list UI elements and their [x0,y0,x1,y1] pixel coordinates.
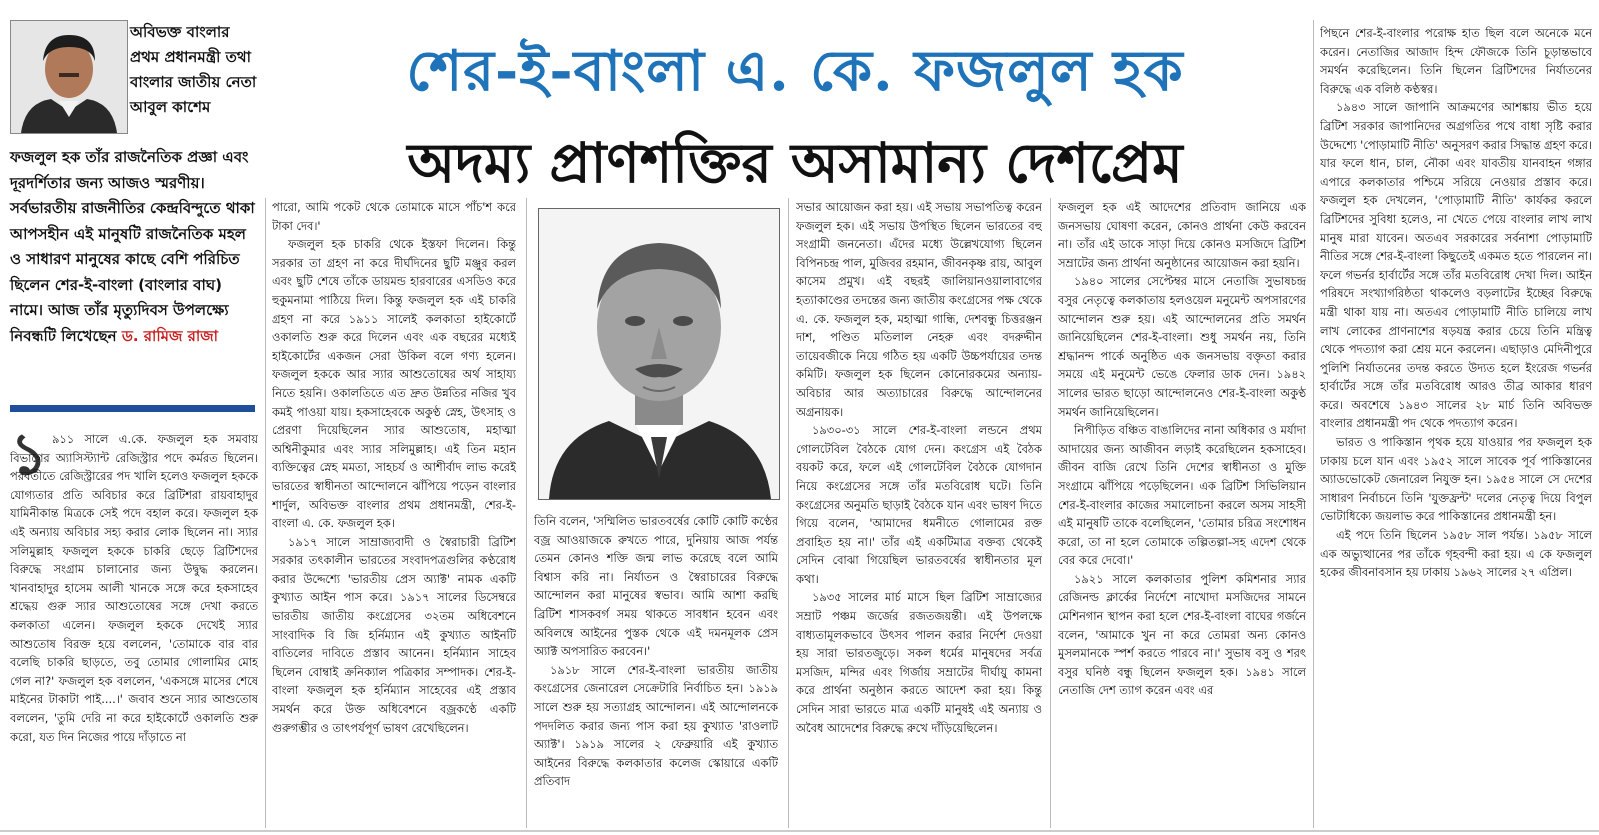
paragraph: ভারত ও পাকিস্তান পৃথক হয়ে যাওয়ার পর ফজলুল হক ঢাকায় চলে যান এবং ১৯৫২ সালে সাবেক পূর্ব পাকিস্তানের অ্যাডভোকেট জেনারেল নিযুক্ত হন। ১৯৫৪ সালে সে দেশের সাধারণ নির্বাচনে তিনি 'যুক্তফ্রন্ট' দলের নেতৃত্ব দিয়ে বিপুল ভোটাধিক্যে জয়লাভ করে পাকিস্তানের প্রধানমন্ত্রী হন। [1320,435,1592,524]
paragraph: ১৯৪০ সালের সেপ্টেম্বর মাসে নেতাজি সুভাষচন্দ্র বসুর নেতৃত্বে কলকাতায় হলওয়েল মনুমেন্ট অপসারণের আন্দোলন শুরু হয়। এই আন্দোলনের প্রতি সমর্থন জানিয়েছিলেন শের-ই-বাংলা। শুধু সমর্থন নয়, তিনি শ্রদ্ধানন্দ পার্কে অনুষ্ঠিত এক জনসভায় বক্তৃতা করার সময়ে এই মনুমেন্ট ভেঙে ফেলার ডাক দেন। ১৯৪২ সালের ভারত ছাড়ো আন্দোলনেও শের-ই-বাংলা অকুণ্ঠ সমর্থন জানিয়েছিলেন। [1058,274,1306,419]
paragraph: সভার আয়োজন করা হয়। এই সভায় সভাপতিত্ব করেন ফজলুল হক। এই সভায় উপস্থিত ছিলেন ভারতের বহু সংগ্রামী জননেতা। এঁদের মধ্যে উল্লেখযোগ্য ছিলেন বিপিনচন্দ্র পাল, মুজিবর রহমান, জীবনকৃষ্ণ রায়, আবুল কাসেম প্রমুখ। এই বছরই জালিয়ানওয়ালাবাগের হত্যাকাণ্ডের তদন্তের জন্য জাতীয় কংগ্রেসের পক্ষ থেকে এ. কে. ফজলুল হক, মহাত্মা গান্ধি, দেশবন্ধু চিত্তরঞ্জন দাশ, পণ্ডিত মতিলাল নেহরু এবং বদরুদ্দীন তায়েবজীকে নিয়ে গঠিত হয় একটি উচ্চপর্যায়ের তদন্ত কমিটি। ফজলুল হক ছিলেন কোনোরকমের অন্যায়-অবিচার আর অত্যাচারের বিরুদ্ধে আন্দোলনের অগ্রনায়ক। [796,200,1042,419]
drop-cap: ১ [10,420,48,488]
article-column-5 [1058,198,1306,830]
section-rule [10,405,255,412]
column-divider [1050,198,1051,828]
paragraph: ১৯১৭ সালে সাম্রাজ্যবাদী ও স্বৈরাচারী ব্রিটিশ সরকার তৎকালীন ভারতের সংবাদপত্রগুলির কণ্ঠরোধ করার উদ্দেশ্যে 'ভারতীয় প্রেস অ্যাক্ট' নামক একটি কুখ্যাত আইন পাস করে। ১৯১৭ সালের ডিসেম্বরে ভারতীয় জাতীয় কংগ্রেসের ৩২তম অধিবেশনে সাংবাদিক বি জি হর্নিম্যান এই কুখ্যাত আইনটি বাতিলের দাবিতে প্রস্তাব আনেন। হর্নিম্যান সাহেব ছিলেন বোম্বাই ক্রনিক্যাল পত্রিকার সম্পাদক। শের-ই-বাংলা ফজলুল হক হর্নিম্যান সাহেবের এই প্রস্তাব সমর্থন করে উক্ত অধিবেশনে বজ্রকণ্ঠে একটি গুরুগম্ভীর ও তাৎপর্যপূর্ণ ভাষণ রেখেছিলেন। [272,534,516,735]
bottom-border [0,830,1599,832]
paragraph: ১৯৪৩ সালে জাপানি আক্রমণের আশঙ্কায় ভীত হয়ে ব্রিটিশ সরকার জাপানিদের অগ্রগতির পথে বাধা সৃষ্টি করার উদ্দেশ্যে 'পোড়ামাটি নীতি' অনুসরণ করার সিদ্ধান্ত গ্রহণ করে। যার ফলে ধান, চাল, নৌকা এবং যাবতীয় যানবাহন গঙ্গার এপারে কলকাতার পশ্চিমে সরিয়ে নেওয়ার প্রস্তাব করে। ফজলুল হক দেখলেন, 'পোড়ামাটি নীতি' কার্যকর করলে ব্রিটিশদের সুবিধা হলেও, না খেতে পেয়ে বাংলার লাখ লাখ মানুষ মারা যাবেন। অতএব সরকারের সর্বনাশা পোড়ামাটি নীতির সঙ্গে শের-ই-বাংলা কিছুতেই একমত হতে পারলেন না। ফলে গভর্নর হার্বার্টের সঙ্গে তাঁর মতবিরোধ দেখা দিল। আইন পরিষদে সংখ্যাগরিষ্ঠতা থাকলেও বড়লাটের ইচ্ছের বিরুদ্ধে মন্ত্রী থাকা যায় না। অতএব পোড়ামাটি নীতি চালিয়ে লাখ লাখ লোকের প্রাণনাশের ষড়যন্ত্র করার চেয়ে তিনি মন্ত্রিত্ব থেকে পদত্যাগ করা শ্রেয় মনে করলেন। এছাড়াও মেদিনীপুরে পুলিশি নির্যাতনের তদন্ত করতে উদ্যত হলে ইংরেজ গভর্নর হার্বার্টের সঙ্গে তাঁর মতবিরোধ আরও তীব্র আকার ধারণ করে। অবশেষে ১৯৪৩ সালের ২৮ মার্চ তিনি অবিভক্ত বাংলার প্রধানমন্ত্রী পদ থেকে পদত্যাগ করেন। [1320,100,1592,431]
paragraph: পারো, আমি পকেট থেকে তোমাকে মাসে পাঁচ'শ করে টাকা দেব।' [272,200,516,233]
article-column-2 [272,198,516,830]
paragraph: ফজলুল হক এই আদেশের প্রতিবাদ জানিয়ে এক জনসভায় ঘোষণা করেন, কোনও প্রার্থনা কেউ করবেন না। তাঁর এই ডাকে সাড়া দিয়ে কোনও মসজিদে ব্রিটিশ সম্রাটের জন্য প্রার্থনা অনুষ্ঠানের আয়োজন করা হয়নি। [1058,200,1306,270]
column-divider [788,198,789,828]
paragraph: ১৯৩৫ সালের মার্চ মাসে ছিল ব্রিটিশ সাম্রাজ্যের সম্রাট পঞ্চম জর্জের রজতজয়ন্তী। এই উপলক্ষে বাধ্যতামূলকভাবে উৎসব পালন করার নির্দেশ দেওয়া হয় সারা ভারতজুড়ে। সকল ধর্মের মানুষদের সর্বত্র মসজিদ, মন্দির এবং গির্জায় সম্রাটের দীর্ঘায়ু কামনা করে প্রার্থনা অনুষ্ঠান করতে আদেশ করা হয়। কিন্তু সেদিন সারা ভারতে মাত্র একটি মানুষই এই অন্যায় ও অবৈধ আদেশের বিরুদ্ধে রুখে দাঁড়িয়েছিলেন। [796,590,1042,735]
paragraph: ১৯২১ সালে কলকাতার পুলিশ কমিশনার স্যার রেজিনল্ড ক্লার্কের নির্দেশে নাখোদা মসজিদের সামনে মেশিনগান স্থাপন করা হলে শের-ই-বাংলা বাঘের গর্জনে বলেন, 'আমাকে খুন না করে তোমরা অন্য কোনও মুসলমানকে স্পর্শ করতে পারবে না।' সুভাষ বসু ও শরৎ বসুর ঘনিষ্ঠ বন্ধু ছিলেন ফজলুল হক। ১৯৪১ সালে নেতাজি দেশ ত্যাগ করেন এবং এর [1058,571,1306,698]
intro-body: ফজলুল হক তাঁর রাজনৈতিক প্রজ্ঞা এবং দূরদর্শিতার জন্য আজও স্মরণীয়। সর্বভারতীয় রাজনীতির কেন্দ্রবিন্দুতে থাকা আপসহীন এই মানুষটি রাজনৈতিক মহল ও সাধারণ মানুষের কাছে বেশি পরিচিত ছিলেন শের-ই-বাংলা (বাংলার বাঘ) নামে। আজ তাঁর মৃত্যুদিবস উপলক্ষ্যে নিবন্ধটি লিখেছেন [10,148,255,345]
paragraph: নিপীড়িত বঞ্চিত বাঙালিদের নানা অধিকার ও মর্যাদা আদায়ের জন্য আজীবন লড়াই করেছিলেন হকসাহেব। জীবন বাজি রেখে তিনি দেশের স্বাধীনতা ও মুক্তি সংগ্রামে ঝাঁপিয়ে পড়েছিলেন। এক ব্রিটিশ সিভিলিয়ান শের-ই-বাংলার কাজের সমালোচনা করলে অসম সাহসী এই মানুষটি তাকে বলেছিলেন, 'তোমার চরিত্র সংশোধন করো, তা না হলে তোমাকে তল্পিতল্পা-সহ এদেশ থেকে বের করে দেবো।' [1058,423,1306,568]
intro-text [10,145,260,349]
headline-main: শের-ই-বাংলা এ. কে. ফজলুল হক [406,38,1184,104]
article-column-3 [534,512,778,830]
article-column-1 [10,430,258,830]
article-column-6 [1320,24,1592,830]
paragraph: ৯১১ সালে এ.কে. ফজলুল হক সমবায় বিভাগের অ্যাসিস্ট্যান্ট রেজিস্ট্রার পদে কর্মরত ছিলেন। পরবর্তীতে রেজিস্ট্রারের পদ খালি হলেও ফজলুল হককে যোগ্যতার প্রতি অবিচার করে ব্রিটিশরা রায়বাহাদুর যামিনীকান্ত মিত্রকে সেই পদে বহাল করে। ফজলুল হক এই অন্যায় অবিচার সহ্য করার লোক ছিলেন না। স্যার সলিমুল্লাহ ফজলুল হককে চাকরি ছেড়ে ব্রিটিশদের বিরুদ্ধে সংগ্রাম চালানোর জন্য উদ্বুদ্ধ করলেন। খানবাহাদুর হাসেম আলী খানকে সঙ্গে করে হকসাহেব শ্রদ্ধেয় গুরু স্যার আশুতোষের সঙ্গে দেখা করতে কলকাতা এলেন। ফজলুল হককে দেখেই স্যার আশুতোষ বিরক্ত হয়ে বললেন, 'তোমাকে বার বার বলেছি চাকরি ছাড়তে, তবু তোমার গোলামির মোহ গেল না?' ফজলুল হক বললেন, 'একসঙ্গে মাসের শেষে মাইনের টাকাটা পাই....।' জবাব শুনে স্যার আশুতোষ বললেন, 'তুমি দেরি না করে হাইকোর্টে ওকালতি শুরু করো, যত দিন নিজের পায়ে দাঁড়াতে না [10,432,258,744]
column-divider [265,198,266,828]
paragraph: তিনি বলেন, 'সম্মিলিত ভারতবর্ষের কোটি কোটি কণ্ঠের বজ্র আওয়াজকে রুখতে পারে, দুনিয়ায় আজ পর্যন্ত তেমন কোনও শক্তি জন্ম লাভ করেছে বলে আমি বিশ্বাস করি না। নির্যাতন ও স্বৈরাচারের বিরুদ্ধে আন্দোলন করা মানুষের স্বভাব। আমি আশা করছি ব্রিটিশ শাসকবর্গ সময় থাকতে সাবধান হবেন এবং অবিলম্বে আইনের পুস্তক থেকে এই দমনমূলক প্রেস অ্যাক্ট অপসারিত করবেন।' [534,514,778,659]
paragraph: ১৯৩০-৩১ সালে শের-ই-বাংলা লন্ডনে প্রথম গোলটেবিল বৈঠকে যোগ দেন। কংগ্রেস এই বৈঠক বয়কট করে, ফলে এই গোলটেবিল বৈঠকে যোগদান নিয়ে কংগ্রেসের সঙ্গে তাঁর মতবিরোধ ঘটে। তিনি কংগ্রেসের অনুমতি ছাড়াই বৈঠকে যান এবং ভাষণ দিতে গিয়ে বলেন, 'আমাদের ধমনীতে গোলামের রক্ত প্রবাহিত হয় না।' তাঁর এই একটিমাত্র বক্তব্য থেকেই সেদিন বোঝা গিয়েছিল ভারতবর্ষের স্বাধীনতার মূল কথা। [796,423,1042,586]
paragraph: পিছনে শের-ই-বাংলার পরোক্ষ হাত ছিল বলে অনেকে মনে করেন। নেতাজির আজাদ হিন্দ ফৌজকে তিনি চূড়ান্তভাবে সমর্থন করেছিলেন। তিনি ছিলেন ব্রিটিশদের নির্যাতনের বিরুদ্ধে এক বলিষ্ঠ কণ্ঠস্বর। [1320,26,1592,96]
article-column-4 [796,198,1042,830]
paragraph: এই পদে তিনি ছিলেন ১৯৫৮ সাল পর্যন্ত। ১৯৫৮ সালে এক অভ্যুত্থানের পর তাঁকে গৃহবন্দী করা হয়। এ কে ফজলুল হকের জীবনাবসান হয় ঢাকায় ১৯৬২ সালের ২৭ এপ্রিল। [1320,528,1592,580]
author-title: অবিভক্ত বাংলার প্রথম প্রধানমন্ত্রী তথা বাংলার জাতীয় নেতা আবুল কাশেম [130,23,257,116]
paragraph: ১৯১৮ সালে শের-ই-বাংলা ভারতীয় জাতীয় কংগ্রেসের জেনারেল সেক্রেটারি নির্বাচিত হন। ১৯১৯ সালে শুরু হয় সত্যাগ্রহ আন্দোলন। এই আন্দোলনকে পদদলিত করার জন্য পাস করা হয় কুখ্যাত 'রাওলাট অ্যাক্ট'। ১৯১৯ সালের ২ ফেব্রুয়ারি এই কুখ্যাত আইনের বিরুদ্ধে কলকাতার কলেজ স্কোয়ারে একটি প্রতিবাদ [534,662,778,789]
author-photo [10,20,128,134]
column-divider [1313,20,1314,828]
column-divider [526,198,527,828]
paragraph: ফজলুল হক চাকরি থেকে ইস্তফা দিলেন। কিন্তু সরকার তা গ্রহণ না করে দীর্ঘদিনের ছুটি মঞ্জুর করল এবং ছুটি শেষে তাঁকে ডায়মন্ড হারবারের এসডিও করে হুকুমনামা পাঠিয়ে দিল। কিন্তু ফজলুল হক এই চাকরি গ্রহণ না করে ১৯১১ সালেই কলকাতা হাইকোর্টে ওকালতি শুরু করে দিলেন এবং এক বছরের মধ্যেই হাইকোর্টের একজন সেরা উকিল বলে গণ্য হলেন। ফজলুল হককে আর স্যার আশুতোষের অর্থ সাহায্য নিতে হয়নি। ওকালতিতে এত দ্রুত উন্নতির নজির খুব কমই পাওয়া যায়। হকসাহেবকে অকুণ্ঠ স্নেহ, উৎসাহ ও প্রেরণা দিয়েছিলেন স্যার আশুতোষ, মহাত্মা অশ্বিনীকুমার এবং স্যার সলিমুল্লাহ। এই তিন মহান ব্যক্তিত্বের স্নেহ মমতা, সাহচর্য ও আশীর্বাদ লাভ করেই ভারতের স্বাধীনতা আন্দোলনে ঝাঁপিয়ে পড়েন বাংলার শার্দুল, অবিভক্ত বাংলার প্রথম প্রধানমন্ত্রী, শের-ই-বাংলা এ. কে. ফজলুল হক। [272,237,516,531]
headline-sub: অদম্য প্রাণশক্তির অসামান্য দেশপ্রেম [407,130,1183,195]
byline: ড. রামিজ রাজা [121,326,219,345]
portrait-photo [538,208,780,500]
